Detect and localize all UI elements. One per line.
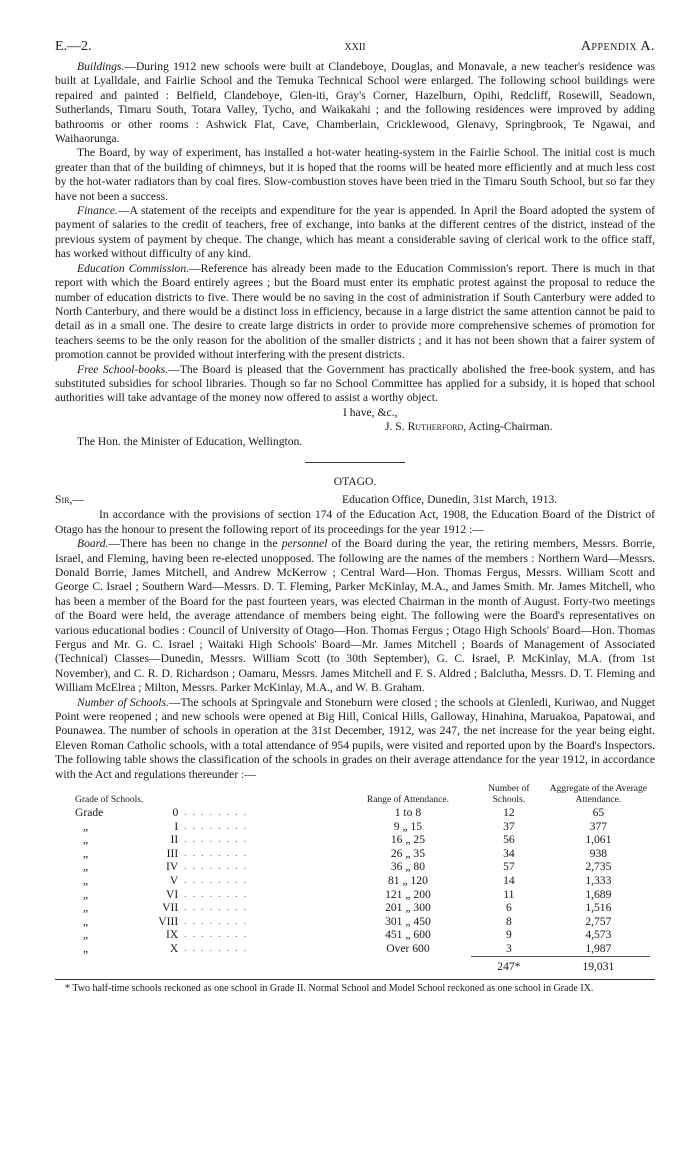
grade-value: III: [166, 846, 179, 860]
range-cell: 201 „ 300: [385, 901, 431, 915]
table-row: [65, 860, 650, 874]
document-page: [55, 40, 655, 995]
table-row: [65, 833, 650, 847]
grade-label: „: [83, 833, 89, 847]
board-text-b: of the Board during the year, the retiring members, Messrs. Borrie, Israel, and Fleming, having been re-elected unopposed. The following are the names of the members : Northern Ward—Messrs. Donald Borrie, James Mitchell, and Andrew McKerrow ; Central Ward—Hon. Thomas Fergus, Messrs. William Scott and George C. Israel ; Southern Ward—Messrs. D. T. Fleming, Parker McKinlay, M.A., and James Smith. Mr. James Mitchell, who has been a member of the Board for the past fourteen years, was elected Chairman in the month of August. Forty-two meetings of the Board were held, the average attendance of members being eight. The following were the Board's representatives on various educational bodies : Council of University of Otago—Hon. Thomas Fergus ; Otago High Schools' Board—Hon. Thomas Fergus and Mr. G. C. Israel ; Waitaki High Schools' Board—Mr. James Mitchell ; Boards of Management of Associated (Technical) Classes—Dunedin, Messrs. William Scott (to 30th September), G. C. Israel, P. McKinlay, M.A. (from 1st November), and C. R. D. Richardson ; Oamaru, Messrs. James Mitchell and F. S. Aldred ; Balclutha, Messrs. D. T. Fleming and William McElrea ; Milton, Messrs. Parker McKinlay, M.A., and W. B. Graham.: [55, 537, 655, 695]
grade-label: „: [83, 942, 89, 956]
grade-value: X: [169, 942, 179, 956]
aggregate-cell: 2,757: [585, 914, 612, 928]
aggregate-cell: 1,333: [585, 874, 612, 888]
leader-dots: . . . . . . . .: [184, 820, 249, 831]
number-cell: 37: [503, 819, 515, 833]
grade-value: V: [169, 874, 179, 888]
grades-table: [65, 784, 650, 973]
salutation: Sir,—: [55, 493, 84, 507]
signatory-title: , Acting-Chairman.: [463, 420, 553, 434]
range-cell: 36 „ 80: [390, 860, 425, 874]
col-grade-header: Grade of Schools.: [75, 795, 144, 806]
range-cell: 9 „ 15: [393, 819, 423, 833]
table-total-row: [65, 956, 650, 973]
number-cell: 11: [503, 887, 515, 901]
total-number: 247*: [471, 956, 547, 973]
leader-dots: . . . . . . . .: [184, 861, 249, 872]
aggregate-cell: 938: [589, 846, 608, 860]
table-header-row: [65, 784, 650, 806]
aggregate-cell: 1,061: [585, 833, 612, 847]
board-personnel: personnel: [281, 537, 328, 551]
books-text: —The Board is pleased that the Government has practically abolished the free-book system, and has substituted subsidies for school libraries. Though so far no School Committee has applied for a subsidy, it is hoped that school authorities will take advantage of the money now offered to assist a worthy object.: [55, 362, 655, 405]
page-number: xxii: [344, 39, 366, 54]
schools-paragraph: [55, 696, 655, 782]
books-paragraph: [55, 363, 655, 406]
grade-label: „: [83, 819, 89, 833]
range-cell: 1 to 8: [394, 806, 422, 820]
grade-label: „: [83, 887, 89, 901]
heating-paragraph: The Board, by way of experiment, has installed a hot-water heating-system in the Fairlie School. The initial cost is much greater than that of the building of chimneys, but it is hoped that the rooms will be heated more efficiently and at much less cost by the hot-water radiators than by coal fires. Slow-combustion stoves have been tried in the Timaru South School, but so far they have not been a success.: [55, 146, 655, 203]
grade-value: VII: [162, 901, 179, 915]
number-cell: 34: [503, 846, 515, 860]
col-aggregate-header: Aggregate of the Average Attendance.: [549, 784, 647, 806]
number-cell: 6: [505, 901, 512, 915]
schools-heading: Number of Schools.: [77, 695, 169, 709]
grade-label: „: [83, 846, 89, 860]
addressee: The Hon. the Minister of Education, Wellington.: [77, 434, 303, 448]
closing-line: I have, &c.,: [343, 405, 398, 419]
books-heading: Free School-books.: [77, 362, 169, 376]
board-text-a: —There has been no change in the: [108, 537, 282, 551]
range-cell: 26 „ 35: [390, 846, 425, 860]
table-row: [65, 942, 650, 956]
table-row: [65, 820, 650, 834]
buildings-text: —During 1912 new schools were built at Clandeboye, Douglas, and Monavale, a new teacher's residence was built at Lyalldale, and Fairlie School and the Temuka Technical School were enlarged. The following school buildings were repaired and painted : Belfield, Clandeboye, Glen-iti, Gray's Corner, Hazelburn, Opihi, Redcliff, Rosewill, Seadown, Sutherlands, Timaru South, Totara Valley, Tycho, and Waikakahi ; and the following residences were improved by adding bathrooms or other rooms : Ashwick Flat, Cave, Chamberlain, Cricklewood, Glenavy, Springbrook, Te Ngawai, and Waihaorunga.: [55, 60, 655, 146]
number-cell: 8: [505, 914, 512, 928]
page-header: [55, 40, 655, 60]
grade-value: 0: [172, 806, 179, 820]
aggregate-cell: 4,573: [585, 928, 612, 942]
finance-heading: Finance.: [77, 204, 118, 218]
grade-value: VIII: [158, 914, 179, 928]
number-cell: 9: [505, 928, 512, 942]
table-row: [65, 847, 650, 861]
aggregate-cell: 1,689: [585, 887, 612, 901]
header-right: Appendix A.: [580, 39, 655, 54]
grade-label: „: [83, 928, 89, 942]
signatory-initials: J. S.: [385, 420, 408, 434]
total-aggregate: 19,031: [547, 956, 650, 973]
table-row: [65, 901, 650, 915]
commission-text: —Reference has already been made to the Education Commission's report. There is much in that report with which the Board entirely agrees ; but the Board must enter its emphatic protest against the proposal to reduce the number of education districts to five. There would be no saving in the cost of administration if South Canterbury were added to North Canterbury, and there would be a distinct loss in efficiency, because in a large district the same attention cannot be paid to detail as in a small one. The desire to create large districts in order to provide more comprehensive schemes of promotion for teachers seems to be the only reason for the abolition of the smaller districts ; and it has not been shown that a fairer system of promotion cannot be provided without interfering with the present districts.: [55, 261, 655, 362]
table-row: [65, 806, 650, 820]
signature-line: [55, 420, 655, 434]
table-row: [65, 928, 650, 942]
section-divider: [305, 462, 405, 463]
col-number-header: Number of Schools.: [488, 784, 530, 806]
range-cell: 301 „ 450: [385, 914, 431, 928]
leader-dots: . . . . . . . .: [184, 929, 249, 940]
signatory-name: Rutherford: [407, 420, 464, 434]
dateline: Education Office, Dunedin, 31st March, 1913.: [342, 493, 558, 507]
leader-dots: . . . . . . . .: [184, 902, 249, 913]
grade-label: „: [83, 901, 89, 915]
leader-dots: . . . . . . . .: [184, 888, 249, 899]
leader-dots: . . . . . . . .: [184, 847, 249, 858]
footnote: * Two half-time schools reckoned as one school in Grade II. Normal School and Model School reckoned as one school in Grade IX.: [65, 983, 594, 995]
range-cell: Over 600: [386, 942, 430, 956]
table-row: [65, 888, 650, 902]
table-row: [65, 915, 650, 929]
leader-dots: . . . . . . . .: [184, 943, 249, 954]
leader-dots: . . . . . . . .: [184, 834, 249, 845]
grade-label: „: [83, 874, 89, 888]
finance-paragraph: [55, 204, 655, 262]
grade-value: IX: [166, 928, 179, 942]
number-cell: 12: [503, 806, 515, 820]
board-heading: Board.: [77, 537, 109, 551]
leader-dots: . . . . . . . .: [184, 807, 249, 818]
otago-title: OTAGO.: [333, 474, 377, 488]
table-body: [65, 806, 650, 956]
leader-dots: . . . . . . . .: [184, 915, 249, 926]
commission-heading: Education Commission.: [77, 261, 190, 275]
number-cell: 3: [505, 942, 512, 956]
salutation-line: [55, 493, 655, 508]
number-cell: 14: [503, 874, 515, 888]
grade-value: VI: [166, 887, 179, 901]
grade-label: Grade: [75, 806, 104, 820]
range-cell: 81 „ 120: [387, 874, 428, 888]
buildings-heading: Buildings.: [77, 60, 125, 73]
table-row: [65, 874, 650, 888]
header-left: E.—2.: [55, 39, 92, 54]
intro-paragraph: In accordance with the provisions of section 174 of the Education Act, 1908, the Education Board of the District of Otago has the honour to present the following report of its proceedings for the year 1912 :—: [55, 508, 655, 536]
grade-value: II: [170, 833, 179, 847]
commission-paragraph: [55, 262, 655, 363]
buildings-paragraph: [55, 60, 655, 146]
leader-dots: . . . . . . . .: [184, 875, 249, 886]
footnote-rule: [55, 979, 655, 980]
aggregate-cell: 1,987: [585, 942, 612, 956]
grade-label: „: [83, 914, 89, 928]
grade-value: IV: [166, 860, 179, 874]
range-cell: 451 „ 600: [385, 928, 431, 942]
number-cell: 57: [503, 860, 515, 874]
col-range-header: Range of Attendance.: [366, 795, 449, 806]
schools-text: —The schools at Springvale and Stoneburn were closed ; the schools at Glenledi, Kuriwao, and Nugget Point were reopened ; and new schools were opened at Big Hill, Conical Hills, Galloway, Hinahina, Maruakoa, Papatowai, and Pounawea. The number of schools in operation at the 31st December, 1912, was 247, the net increase for the year being eight. Eleven Roman Catholic schools, with a total attendance of 954 pupils, were visited and reported upon by the Board's Inspectors. The following table shows the classification of the schools in grades on their average attendance for the year 1912, in accordance with the Act and regulations thereunder :—: [55, 695, 655, 781]
aggregate-cell: 377: [589, 819, 608, 833]
aggregate-cell: 2,735: [585, 860, 612, 874]
range-cell: 16 „ 25: [390, 833, 425, 847]
finance-text: —A statement of the receipts and expenditure for the year is appended. In April the Board adopted the system of payment of salaries to the credit of teachers, free of exchange, into banks at the different centres of the district, instead of the previous system of payment by cheque. The change, which has meant a considerable saving of clerical work to the office staff, has worked without difficulty of any kind.: [55, 204, 655, 261]
grade-label: „: [83, 860, 89, 874]
number-cell: 56: [503, 833, 515, 847]
aggregate-cell: 65: [592, 806, 605, 820]
grade-value: I: [174, 819, 179, 833]
range-cell: 121 „ 200: [385, 887, 431, 901]
aggregate-cell: 1,516: [585, 901, 612, 915]
board-paragraph: [55, 537, 655, 695]
